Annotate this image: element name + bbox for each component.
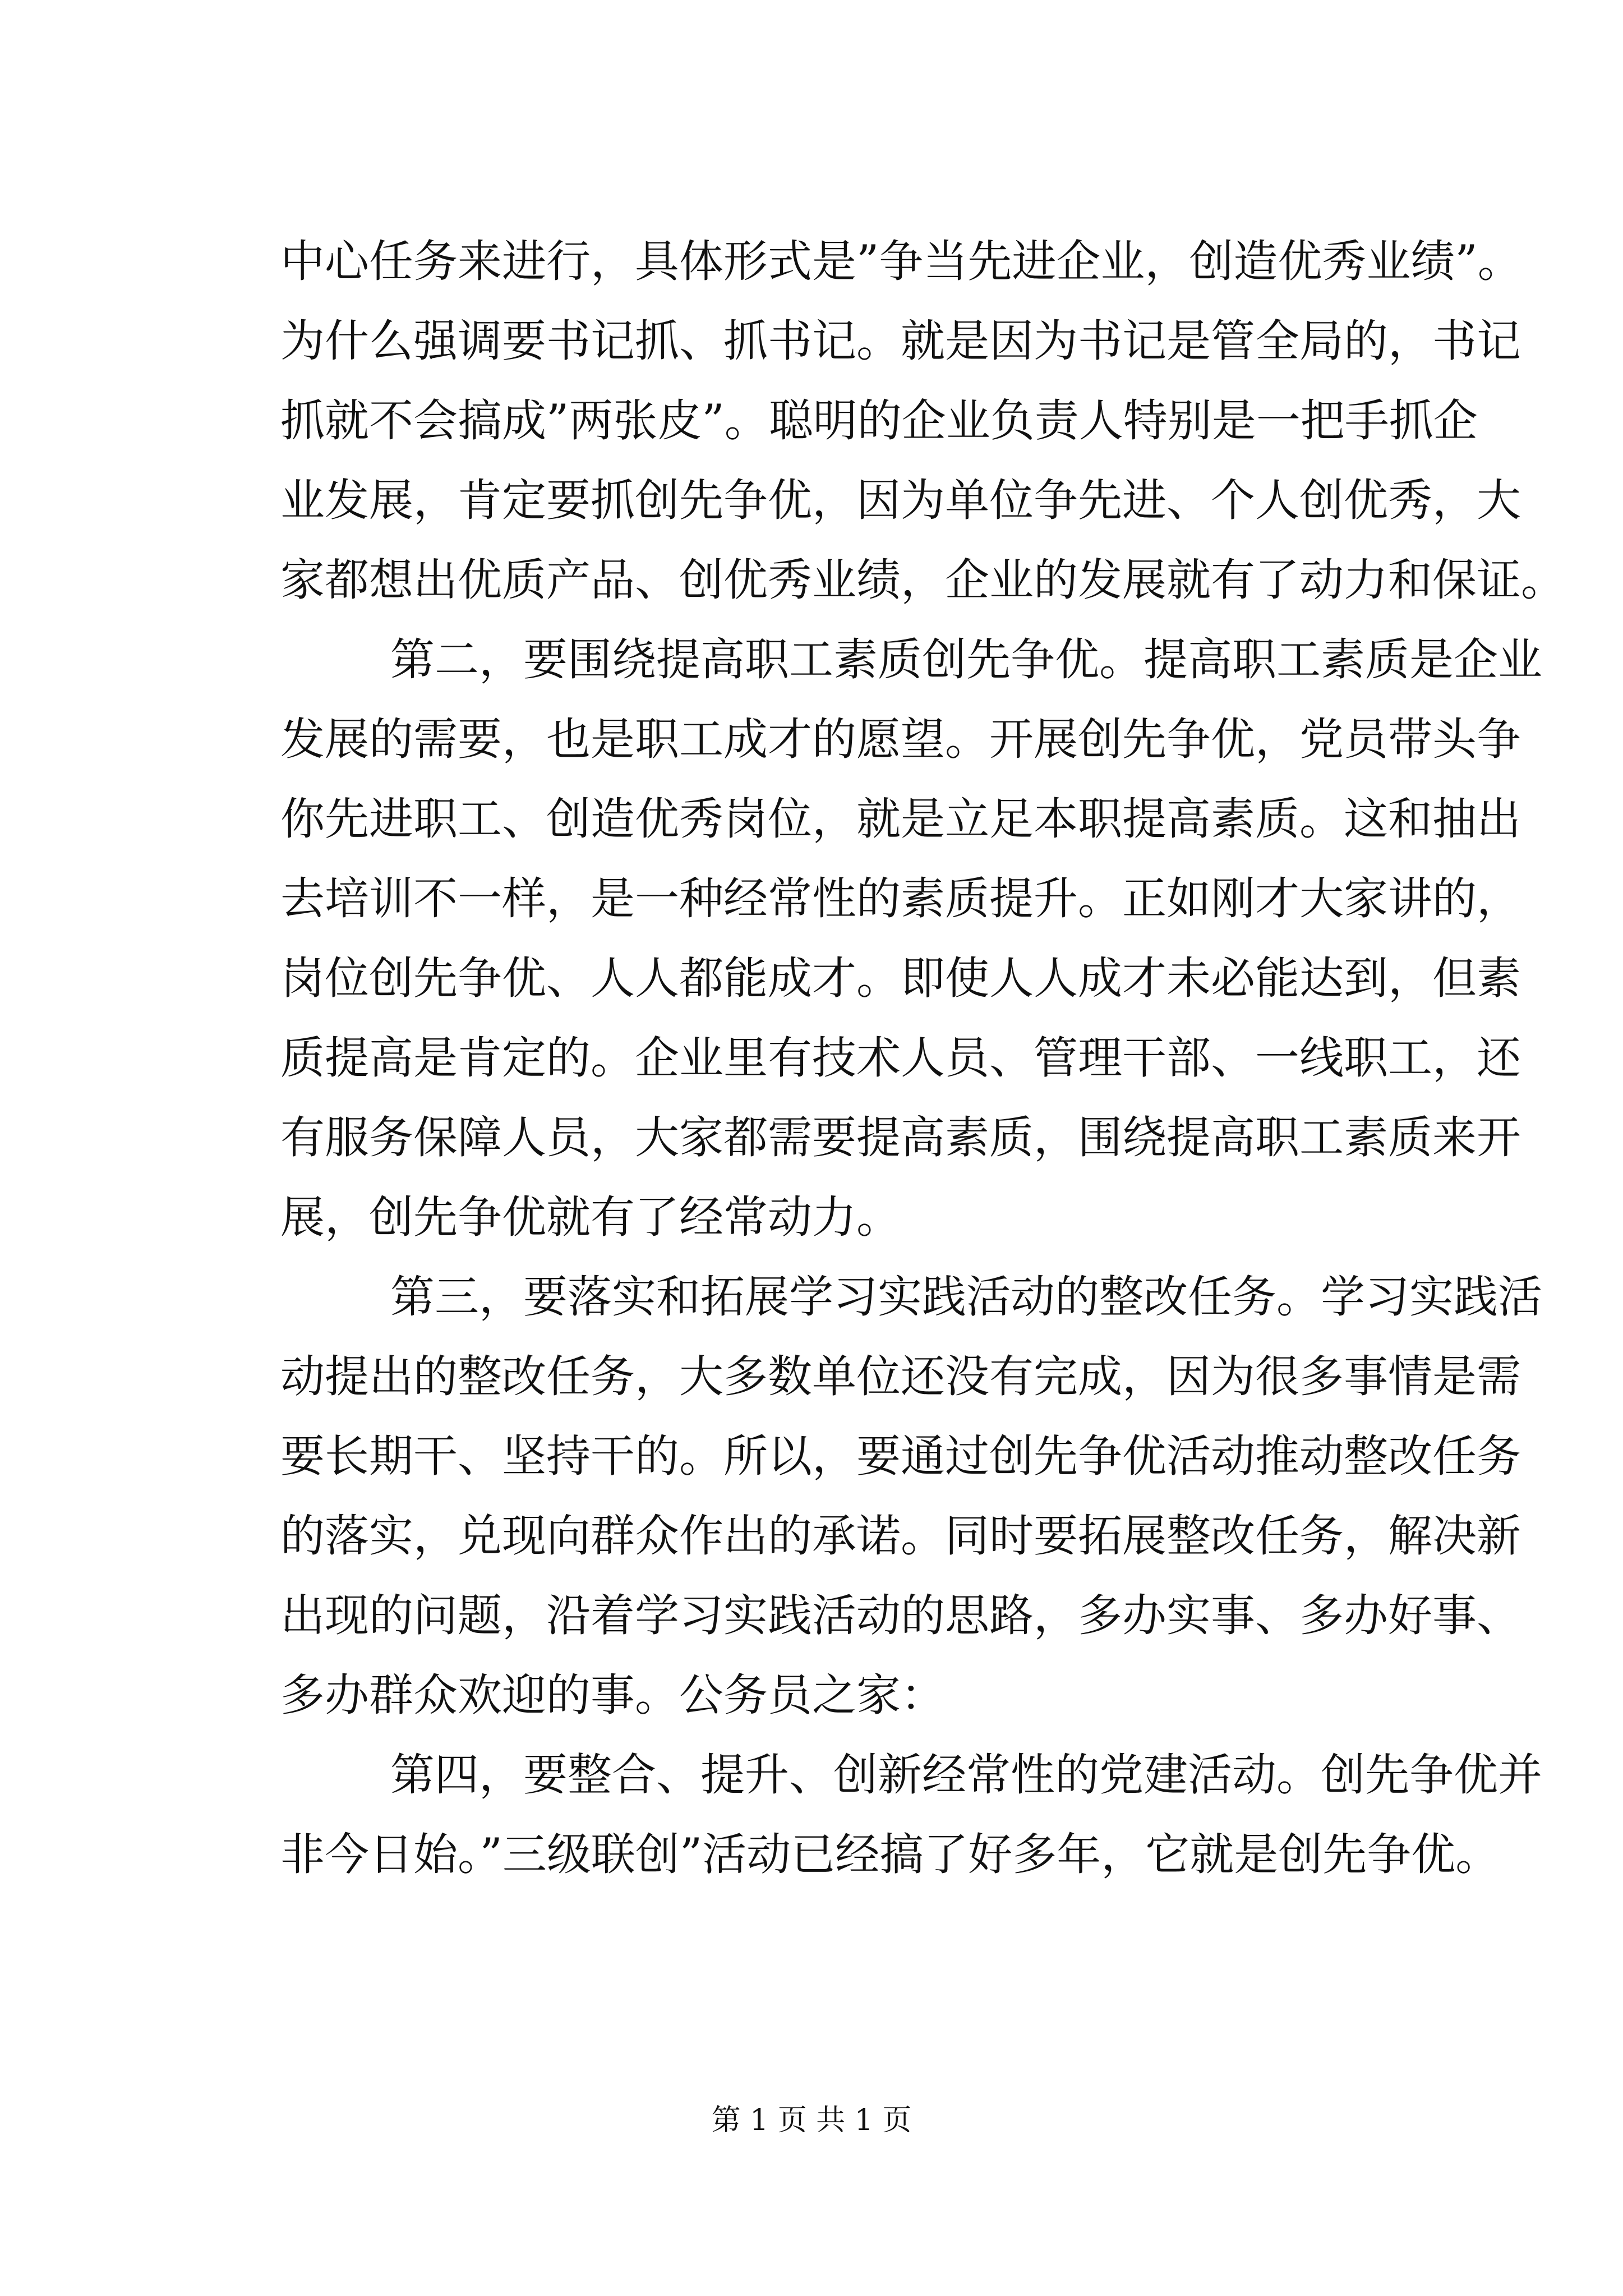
text-line: 多办群众欢迎的事。公务员之家：	[280, 1669, 945, 1721]
text-line: 展，创先争优就有了经常动力。	[280, 1191, 901, 1243]
text-line: 第三，要落实和拓展学习实践活动的整改任务。学习实践活	[390, 1271, 1542, 1323]
text-line: 质提高是肯定的。企业里有技术人员、管理干部、一线职工，还	[280, 1032, 1521, 1084]
text-line: 中心任务来进行，具体形式是”争当先进企业，创造优秀业绩”。	[280, 236, 1522, 287]
text-line: 家都想出优质产品、创优秀业绩，企业的发展就有了动力和保证。	[280, 554, 1565, 606]
text-line: 的落实，兑现向群众作出的承诺。同时要拓展整改任务，解决新	[280, 1510, 1521, 1562]
text-line: 非今日始。”三级联创”活动已经搞了好多年，它就是创先争优。	[280, 1829, 1500, 1880]
text-line: 去培训不一样，是一种经常性的素质提升。正如刚才大家讲的，	[280, 873, 1521, 924]
text-line: 要长期干、坚持干的。所以，要通过创先争优活动推动整改任务	[280, 1430, 1521, 1482]
paragraph-2	[280, 620, 1542, 1257]
text-line: 你先进职工、创造优秀岗位，就是立足本职提高素质。这和抽出	[280, 793, 1521, 845]
text-line: 动提出的整改任务，大多数单位还没有完成，因为很多事情是需	[280, 1351, 1521, 1402]
text-line: 业发展，肯定要抓创先争优，因为单位争先进、个人创优秀，大	[280, 475, 1521, 526]
text-line: 发展的需要，也是职工成才的愿望。开展创先争优，党员带头争	[280, 714, 1521, 765]
page-number-footer: 第 1 页 共 1 页	[711, 2104, 912, 2137]
text-line: 抓就不会搞成”两张皮”。聪明的企业负责人特别是一把手抓企	[280, 395, 1478, 447]
paragraph-1	[280, 222, 1565, 620]
text-line: 出现的问题，沿着学习实践活动的思路，多办实事、多办好事、	[280, 1590, 1521, 1641]
text-line: 为什么强调要书记抓、抓书记。就是因为书记是管全局的，书记	[280, 315, 1521, 367]
text-line: 第二，要围绕提高职工素质创先争优。提高职工素质是企业	[390, 634, 1542, 685]
text-line: 第四，要整合、提升、创新经常性的党建活动。创先争优并	[390, 1749, 1542, 1801]
text-line: 有服务保障人员，大家都需要提高素质，围绕提高职工素质来开	[280, 1112, 1521, 1163]
text-line: 岗位创先争优、人人都能成才。即使人人成才未必能达到，但素	[280, 953, 1521, 1004]
paragraph-4	[280, 1735, 1542, 1894]
paragraph-3	[280, 1257, 1542, 1735]
document-body	[280, 222, 1565, 1894]
